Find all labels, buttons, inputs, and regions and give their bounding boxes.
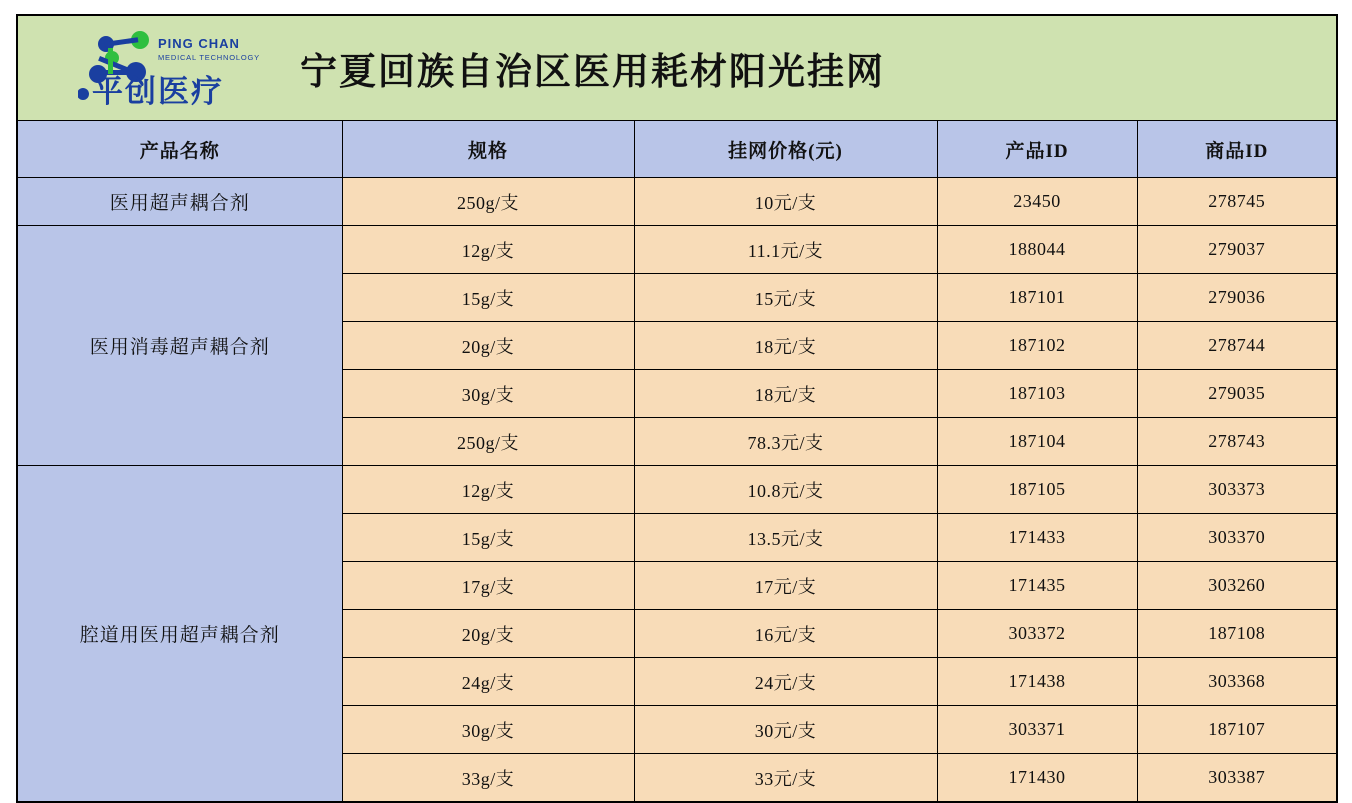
table-row bbox=[17, 178, 1337, 226]
goods-id-cell: 303260 bbox=[1137, 562, 1337, 610]
price-cell: 24元/支 bbox=[634, 658, 937, 706]
price-cell: 78.3元/支 bbox=[634, 418, 937, 466]
price-cell: 16元/支 bbox=[634, 610, 937, 658]
company-logo bbox=[18, 16, 278, 120]
goods-id-cell: 303368 bbox=[1137, 658, 1337, 706]
spec-cell: 17g/支 bbox=[342, 562, 634, 610]
goods-id-cell: 278743 bbox=[1137, 418, 1337, 466]
product-id-cell: 303371 bbox=[937, 706, 1137, 754]
spec-cell: 20g/支 bbox=[342, 322, 634, 370]
price-cell: 30元/支 bbox=[634, 706, 937, 754]
svg-text:平创医疗: 平创医疗 bbox=[92, 74, 224, 108]
spec-cell: 12g/支 bbox=[342, 226, 634, 274]
product-id-cell: 303372 bbox=[937, 610, 1137, 658]
column-header-goods-id: 商品ID bbox=[1137, 121, 1337, 178]
product-name-cell: 医用消毒超声耦合剂 bbox=[17, 226, 342, 466]
banner-row bbox=[17, 15, 1337, 121]
product-id-cell: 171435 bbox=[937, 562, 1137, 610]
product-id-cell: 187104 bbox=[937, 418, 1137, 466]
column-header-product-name: 产品名称 bbox=[17, 121, 342, 178]
product-id-cell: 188044 bbox=[937, 226, 1137, 274]
product-id-cell: 171430 bbox=[937, 754, 1137, 803]
svg-text:MEDICAL TECHNOLOGY: MEDICAL TECHNOLOGY bbox=[158, 53, 260, 62]
goods-id-cell: 303387 bbox=[1137, 754, 1337, 803]
goods-id-cell: 187107 bbox=[1137, 706, 1337, 754]
price-cell: 18元/支 bbox=[634, 322, 937, 370]
price-cell: 13.5元/支 bbox=[634, 514, 937, 562]
svg-text:PING CHAN: PING CHAN bbox=[158, 36, 240, 51]
product-id-cell: 187105 bbox=[937, 466, 1137, 514]
goods-id-cell: 303370 bbox=[1137, 514, 1337, 562]
price-cell: 10.8元/支 bbox=[634, 466, 937, 514]
product-name-cell: 腔道用医用超声耦合剂 bbox=[17, 466, 342, 803]
price-cell: 17元/支 bbox=[634, 562, 937, 610]
spec-cell: 250g/支 bbox=[342, 178, 634, 226]
spec-cell: 15g/支 bbox=[342, 514, 634, 562]
column-header-price: 挂网价格(元) bbox=[634, 121, 937, 178]
goods-id-cell: 303373 bbox=[1137, 466, 1337, 514]
table-body bbox=[17, 15, 1337, 802]
spec-cell: 24g/支 bbox=[342, 658, 634, 706]
price-cell: 10元/支 bbox=[634, 178, 937, 226]
spec-cell: 15g/支 bbox=[342, 274, 634, 322]
price-table bbox=[16, 14, 1338, 803]
product-id-cell: 171438 bbox=[937, 658, 1137, 706]
price-cell: 33元/支 bbox=[634, 754, 937, 803]
spec-cell: 250g/支 bbox=[342, 418, 634, 466]
ping-chan-logo-icon bbox=[78, 28, 278, 108]
product-id-cell: 187101 bbox=[937, 274, 1137, 322]
product-id-cell: 23450 bbox=[937, 178, 1137, 226]
goods-id-cell: 279036 bbox=[1137, 274, 1337, 322]
spec-cell: 20g/支 bbox=[342, 610, 634, 658]
column-header-spec: 规格 bbox=[342, 121, 634, 178]
spec-cell: 30g/支 bbox=[342, 706, 634, 754]
column-header-product-id: 产品ID bbox=[937, 121, 1137, 178]
table-row bbox=[17, 466, 1337, 514]
table-row bbox=[17, 226, 1337, 274]
goods-id-cell: 187108 bbox=[1137, 610, 1337, 658]
goods-id-cell: 279035 bbox=[1137, 370, 1337, 418]
spec-cell: 12g/支 bbox=[342, 466, 634, 514]
spec-cell: 33g/支 bbox=[342, 754, 634, 803]
price-cell: 11.1元/支 bbox=[634, 226, 937, 274]
price-cell: 18元/支 bbox=[634, 370, 937, 418]
price-cell: 15元/支 bbox=[634, 274, 937, 322]
goods-id-cell: 278744 bbox=[1137, 322, 1337, 370]
column-header-row bbox=[17, 121, 1337, 178]
product-name-cell: 医用超声耦合剂 bbox=[17, 178, 342, 226]
goods-id-cell: 279037 bbox=[1137, 226, 1337, 274]
page-title: 宁夏回族自治区医用耗材阳光挂网 bbox=[300, 52, 885, 93]
product-id-cell: 171433 bbox=[937, 514, 1137, 562]
product-id-cell: 187102 bbox=[937, 322, 1137, 370]
header-banner bbox=[17, 15, 1337, 121]
goods-id-cell: 278745 bbox=[1137, 178, 1337, 226]
spec-cell: 30g/支 bbox=[342, 370, 634, 418]
product-id-cell: 187103 bbox=[937, 370, 1137, 418]
